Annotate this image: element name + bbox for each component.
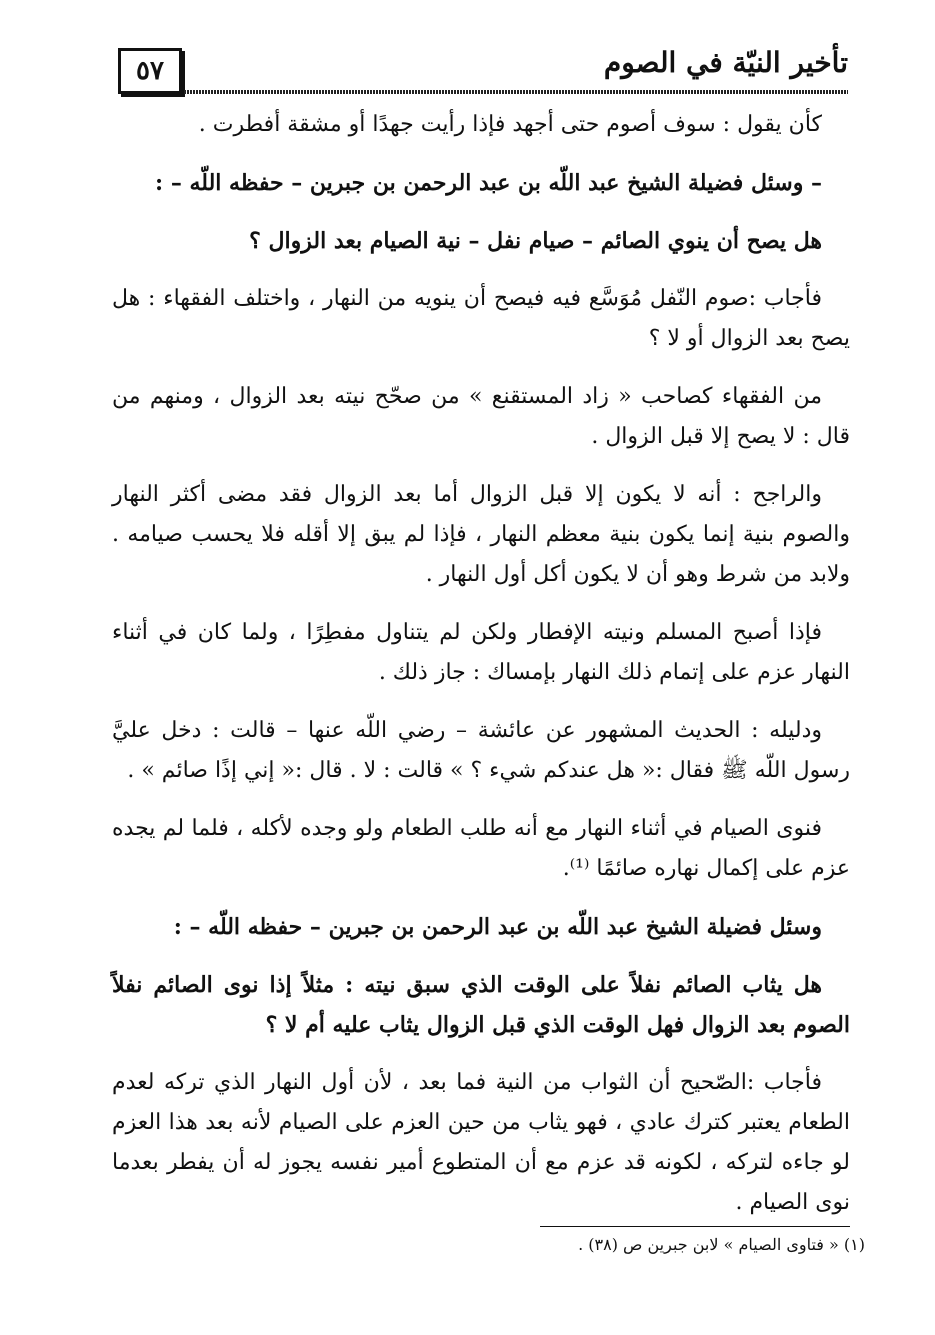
page-number: ٥٧ xyxy=(118,48,182,94)
header-rule xyxy=(184,90,848,94)
question-2: هل يثاب الصائم نفلاً على الوقت الذي سبق نيته : مثلاً إذا نوى الصائم نفلاً الصوم بعد الزوال فهل الوقت الذي قبل الزوال يثاب عليه أم لا ؟ xyxy=(112,972,850,1038)
paragraph-rajih: والراجح : أنه لا يكون إلا قبل الزوال أما بعد الزوال فقد مضى أكثر النهار والصوم بنية إنما يكون بنية معظم النهار ، فإذا لم يبق إلا أقله فلا يحسب صيامه . ولابد من شرط وهو أن لا يكون أكل أول النهار . xyxy=(112,482,850,587)
running-title: تأخير النيّة في الصوم xyxy=(603,46,848,79)
footnote: (١) « فتاوى الصيام » لابن جبرين ص (٣٨) . xyxy=(578,1235,865,1254)
paragraph-1: كأن يقول : سوف أصوم حتى أجهد فإذا رأيت جهدًا أو مشقة أفطرت . xyxy=(198,112,822,137)
question-1: هل يصح أن ينوي الصائم – صيام نفل – نية الصيام بعد الزوال ؟ xyxy=(249,228,822,254)
answer-1: فأجاب :صوم النّفل مُوَسَّع فيه فيصح أن ينويه من النهار ، واختلف الفقهاء : هل يصح بعد الزوال أو لا ؟ xyxy=(112,286,850,351)
question-intro-1: – وسئل فضيلة الشيخ عبد اللّه بن عبد الرحمن بن جبرين – حفظه اللّه – : xyxy=(155,170,822,196)
footnote-rule xyxy=(540,1226,850,1227)
body-text xyxy=(112,105,850,1241)
question-intro-2: وسئل فضيلة الشيخ عبد اللّه بن عبد الرحمن بن جبرين – حفظه اللّه – : xyxy=(173,914,822,940)
paragraph-fuqaha: من الفقهاء كصاحب « زاد المستقنع » من صحّح نيته بعد الزوال ، ومنهم من قال : لا يصح إلا قبل الزوال . xyxy=(112,384,850,449)
page-header xyxy=(118,42,848,102)
paragraph-morning: فإذا أصبح المسلم ونيته الإفطار ولكن لم يتناول مفطِرًا ، ولما كان في أثناء النهار عزم على إتمام ذلك النهار بإمساك : جاز ذلك . xyxy=(112,620,850,685)
paragraph-hadith: ودليله : الحديث المشهور عن عائشة – رضي اللّه عنها – قالت : دخل عليَّ رسول اللّه ﷺ فقال :« هل عندكم شيء ؟ » قالت : لا . قال :« إني إذًا صائم » . xyxy=(112,718,850,783)
answer-2: فأجاب :الصّحيح أن الثواب من النية فما بعد ، لأن أول النهار الذي تركه لعدم الطعام يعتبر كترك عادي ، فهو يثاب من حين العزم على الصيام لأنه بعد هذا العزم لو جاءه لتركه ، لكونه قد عزم مع أن المتطوع أمير نفسه يجوز له أن يفطر بعدما نوى الصيام . xyxy=(112,1070,850,1215)
paragraph-conclusion: فنوى الصيام في أثناء النهار مع أنه طلب الطعام ولو وجده لأكله ، فلما لم يجده عزم على إكمال نهاره صائمًا ⁽¹⁾. xyxy=(112,816,850,881)
